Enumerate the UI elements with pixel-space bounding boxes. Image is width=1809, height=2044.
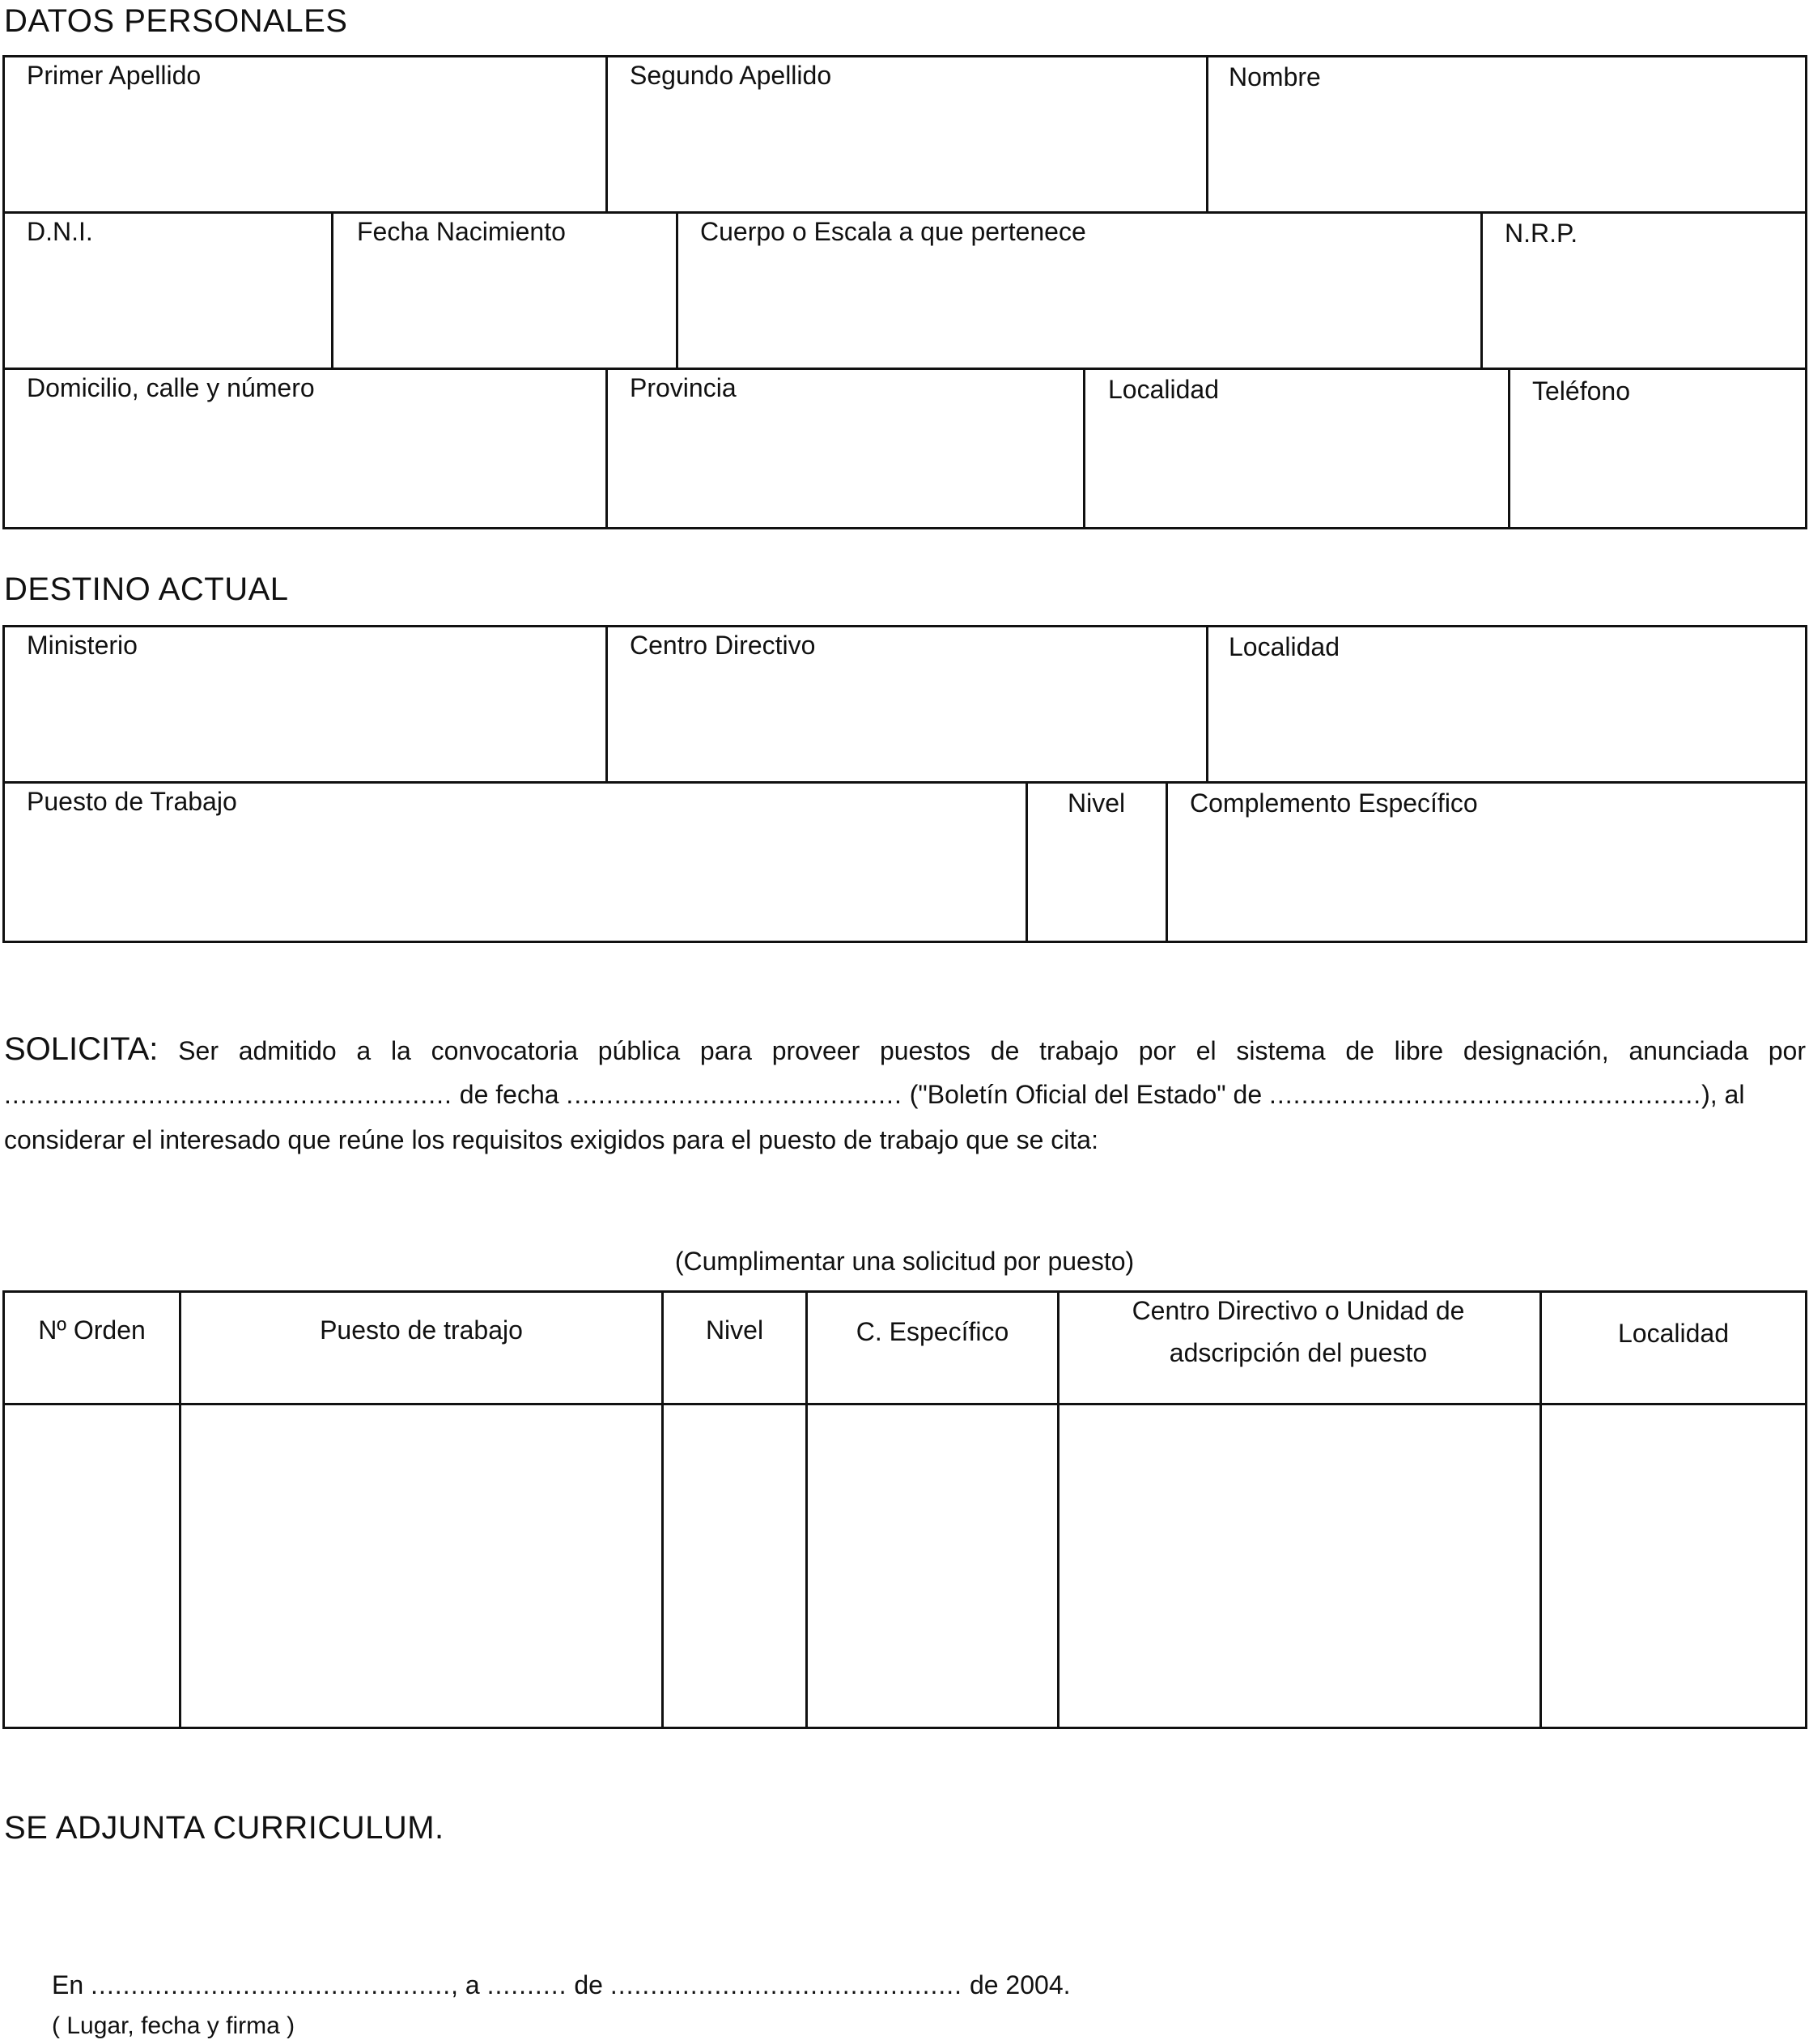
dni-field[interactable] [5,214,331,368]
nrp-field[interactable] [1483,214,1805,368]
centro-directivo-label: Centro Directivo [630,631,816,660]
centro-directivo-field[interactable] [608,627,1206,781]
a-text: , a [451,1970,480,1999]
en-text: En [52,1970,84,1999]
destino-actual-title: DESTINO ACTUAL [4,572,289,607]
fecha-nacimiento-label: Fecha Nacimiento [357,217,566,246]
nrp-label: N.R.P. [1505,219,1578,248]
datos-personales-title: DATOS PERSONALES [4,3,348,39]
header-c-especifico: C. Específico [856,1317,1009,1346]
ministerio-label: Ministerio [27,631,138,660]
nivel-field[interactable] [1028,784,1166,941]
de-text: de [574,1970,603,1999]
nivel-cell[interactable] [664,1405,805,1727]
puestos-table [2,1290,1807,1729]
solicita-paragraph [4,1026,1806,1162]
fecha-blank[interactable]: .......................................... [566,1080,902,1109]
datos-personales-form [2,55,1807,529]
telefono-label: Teléfono [1532,376,1630,406]
al-text: ), al [1701,1080,1745,1109]
primer-apellido-label: Primer Apellido [27,61,202,90]
anunciada-por-blank[interactable]: ........................................................ [4,1080,452,1109]
complemento-especifico-field[interactable] [1168,784,1805,941]
segundo-apellido-label: Segundo Apellido [630,61,832,90]
localidad-personal-label: Localidad [1108,375,1219,404]
complemento-especifico-label: Complemento Específico [1190,788,1478,818]
primer-apellido-field[interactable] [5,57,605,211]
year-text: de 2004. [969,1970,1071,1999]
fecha-nacimiento-field[interactable] [333,214,676,368]
firma-caption: ( Lugar, fecha y firma ) [52,2012,295,2039]
header-nivel: Nivel [705,1315,764,1345]
header-puesto-trabajo: Puesto de trabajo [320,1315,523,1345]
domicilio-label: Domicilio, calle y número [27,373,315,402]
de-fecha-text: de fecha [459,1080,559,1109]
localidad-cell[interactable] [1542,1405,1805,1727]
cumplimentar-note: (Cumplimentar una solicitud por puesto) [674,1247,1135,1276]
localidad-personal-field[interactable] [1085,370,1508,527]
telefono-field[interactable] [1510,370,1805,527]
boe-text: ("Boletín Oficial del Estado" de [909,1080,1263,1109]
lugar-blank[interactable]: ............................................. [91,1970,452,1999]
mes-blank[interactable]: ............................................ [609,1970,963,1999]
nivel-label: Nivel [1068,788,1126,818]
header-centro-directivo: Centro Directivo o Unidad de adscripción del puesto [1132,1296,1465,1367]
nombre-field[interactable] [1208,57,1805,211]
c-especifico-cell[interactable] [808,1405,1057,1727]
solicita-line3: considerar el interesado que reúne los requisitos exigidos para el puesto de trabajo que se cita: [4,1125,1098,1154]
firma-line [52,1970,1071,2000]
localidad-destino-field[interactable] [1208,627,1805,781]
localidad-destino-label: Localidad [1229,632,1340,661]
ministerio-field[interactable] [5,627,605,781]
puesto-trabajo-field[interactable] [5,784,1026,941]
adjunta-curriculum: SE ADJUNTA CURRICULUM. [4,1810,444,1846]
cuerpo-escala-field[interactable] [678,214,1480,368]
puesto-trabajo-label: Puesto de Trabajo [27,787,237,816]
cuerpo-escala-label: Cuerpo o Escala a que pertenece [700,217,1086,246]
puesto-cell[interactable] [181,1405,661,1727]
header-localidad: Localidad [1618,1319,1729,1348]
nombre-label: Nombre [1229,62,1321,91]
provincia-label: Provincia [630,373,737,402]
orden-cell[interactable] [5,1405,179,1727]
header-n-orden: Nº Orden [38,1315,146,1345]
segundo-apellido-field[interactable] [608,57,1206,211]
destino-actual-form [2,625,1807,943]
dia-blank[interactable]: .......... [486,1970,567,1999]
provincia-field[interactable] [608,370,1083,527]
solicita-lead: SOLICITA: [4,1031,159,1067]
dni-label: D.N.I. [27,217,93,246]
domicilio-field[interactable] [5,370,605,527]
solicita-line1: Ser admitido a la convocatoria pública para proveer puestos de trabajo por el sistema de libre designación, anunciada por [178,1036,1807,1065]
boe-fecha-blank[interactable]: ...................................................... [1269,1080,1702,1109]
centro-directivo-cell[interactable] [1059,1405,1539,1727]
